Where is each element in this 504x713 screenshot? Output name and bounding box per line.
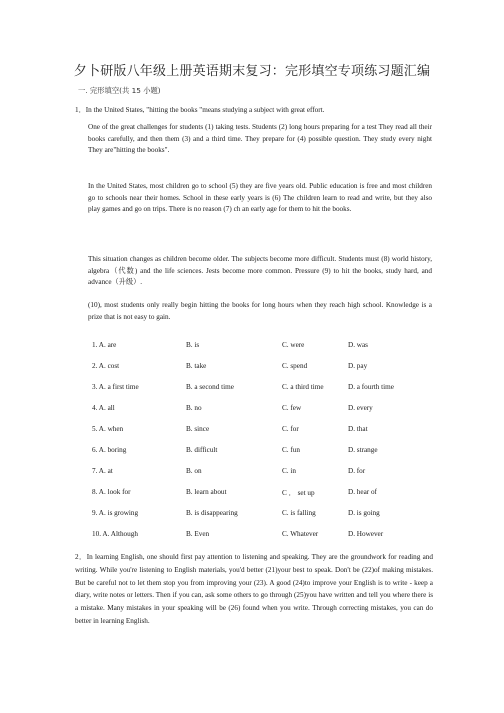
option-row <box>92 530 432 541</box>
option-row <box>92 425 432 436</box>
option-d: D. that <box>348 425 368 433</box>
option-c: C. in <box>282 467 296 475</box>
option-d: D. pay <box>348 362 368 370</box>
option-b: B. difficult <box>186 446 218 454</box>
option-c: C. for <box>282 425 299 433</box>
option-c: C. a third time <box>282 383 324 391</box>
option-a: 6. A. boring <box>92 446 127 454</box>
option-a: 1. A. are <box>92 341 117 349</box>
option-a: 2. A. cost <box>92 362 120 370</box>
option-a: 5. A. when <box>92 425 124 433</box>
option-a: 9. A. is growing <box>92 509 139 517</box>
option-d: D. every <box>348 404 373 412</box>
option-c: C. were <box>282 341 305 349</box>
option-a: 7. A. at <box>92 467 113 475</box>
option-row <box>92 362 432 373</box>
question-1-paragraph-4: (10), most students only really begin hitting the books for long hours when they reach high school. Knowledge is a prize that is not easy to gain. <box>88 301 432 321</box>
question-2-text: 2．In learning English, one should first pay attention to listening and speaking. They are the groundwork for reading and writing. While you're listening to English materials, you'd better (21)your best to speak. Don't be (22)of making mistakes. But be careful not to let them stop you from improving your (23). A good (24)to improve your English is to write - keep a diary, write notes or letters. Then if you can, ask some others to go through (25)you have written and tell you where there is a mistake. Many mistakes in your speaking will be (26) found when you write. Through correcting mistakes, you can do better in learning English. <box>75 553 433 625</box>
option-a: 3. A. a first time <box>92 383 139 391</box>
option-c: C. few <box>282 404 302 412</box>
question-1-intro: 1．In the United States, "hitting the books "means studying a subject with great effort. <box>75 106 325 114</box>
option-a: 10. A. Although <box>92 530 138 538</box>
option-row <box>92 446 432 457</box>
option-b: B. take <box>186 362 207 370</box>
option-c: C. Whatever <box>282 530 319 538</box>
option-d: D. a fourth time <box>348 383 394 391</box>
option-d: D. strange <box>348 446 378 454</box>
option-b: B. a second time <box>186 383 234 391</box>
question-1-paragraph-1: One of the great challenges for students (1) taking tests. Students (2) long hours preparing for a test They read all their books carefully, and then them (3) and a third time. They prepare for (4) possible question. They study every night They are"hitting the books". <box>88 123 432 155</box>
question-1-paragraph-2: In the United States, most children go to school (5) they are five years old. Public education is free and most children go to schools near their homes. School in these early years is (6) The children learn to read and write, but they also play games and go on trips. There is no reason (7) ch an early age for them to hit the books. <box>88 182 432 214</box>
section-heading: 一. 完形填空(共 15 小题) <box>78 86 161 95</box>
option-a: 8. A. look for <box>92 488 131 496</box>
option-b: B. is <box>186 341 200 349</box>
option-c: C. spend <box>282 362 308 370</box>
option-d: D. is going <box>348 509 380 517</box>
option-row <box>92 404 432 415</box>
option-c: C ． set up <box>282 489 315 497</box>
option-row <box>92 383 432 394</box>
option-c: C. is falling <box>282 509 316 517</box>
option-row <box>92 341 432 352</box>
option-b: B. learn about <box>186 488 227 496</box>
option-b: B. Even <box>186 530 210 538</box>
option-row <box>92 488 432 499</box>
option-b: B. on <box>186 467 202 475</box>
option-row <box>92 509 432 520</box>
option-d: D. for <box>348 467 366 475</box>
option-row <box>92 467 432 478</box>
option-d: D. hear of <box>348 488 377 496</box>
option-a: 4. A. all <box>92 404 115 412</box>
option-d: D. However <box>348 530 384 538</box>
option-c: C. fun <box>282 446 300 454</box>
option-b: B. since <box>186 425 210 433</box>
option-b: B. is disappearing <box>186 509 238 517</box>
option-d: D. was <box>348 341 368 349</box>
question-1-paragraph-3: This situation changes as children become older. The subjects become more difficult. Students must (8) world history, algebra（代数) and the life sciences. Jests become more common. Pressure (9) to hit the books, study hard, and advance（升级）. <box>88 255 432 287</box>
page-title: 夕卜研版八年级上册英语期末复习：完形填空专项练习题汇编 <box>73 64 431 79</box>
option-b: B. no <box>186 404 202 412</box>
